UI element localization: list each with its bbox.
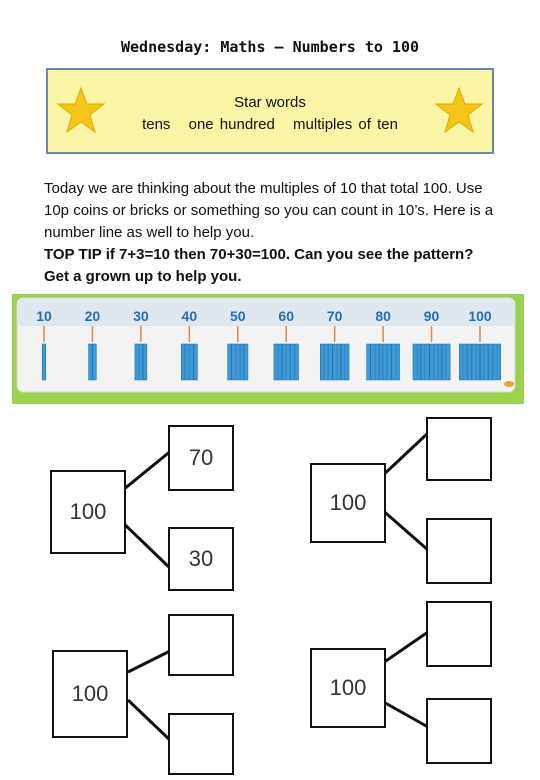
number-line-label: 100 — [468, 308, 492, 324]
bond-whole-box: 100 — [310, 463, 386, 543]
number-line-label: 80 — [375, 308, 391, 324]
bond-part-box[interactable]: 30 — [168, 527, 234, 591]
number-line-label: 50 — [229, 308, 246, 324]
bond-whole-box: 100 — [50, 470, 126, 554]
star-word: one hundred — [188, 116, 275, 133]
number-line-label: 90 — [423, 308, 440, 324]
bond-whole-box: 100 — [310, 648, 386, 728]
bond-part-box[interactable] — [168, 713, 234, 775]
number-line-label: 60 — [278, 308, 295, 324]
number-line-label: 30 — [133, 308, 149, 324]
star-words-heading: Star words — [234, 94, 306, 111]
bond-part-box[interactable] — [426, 601, 492, 667]
bond-part-box[interactable] — [168, 614, 234, 676]
number-line-label: 40 — [181, 308, 198, 324]
number-line-label: 20 — [84, 308, 101, 324]
top-tip-label: TOP TIP — [44, 246, 102, 263]
bond-part-box[interactable] — [426, 417, 492, 481]
page-title: Wednesday: Maths – Numbers to 100 — [120, 38, 419, 56]
star-word: multiples of ten — [293, 116, 398, 133]
bond-whole-box: 100 — [52, 650, 128, 738]
bond-part-box[interactable]: 70 — [168, 425, 234, 491]
bond-part-box[interactable] — [426, 698, 492, 764]
top-tip-text: if 7+3=10 then 70+30=100. Can you see the pattern? Get a grown up to help you. — [44, 246, 474, 285]
number-line-label: 10 — [36, 308, 52, 324]
number-line-label: 70 — [326, 308, 343, 324]
bond-part-box[interactable] — [426, 518, 492, 584]
star-word: tens — [142, 116, 171, 133]
intro-text: Today we are thinking about the multiples of 10 that total 100. Use 10p coins or bricks or something so you can count in 10’s. Here is a number line as well to help you. — [44, 180, 494, 241]
